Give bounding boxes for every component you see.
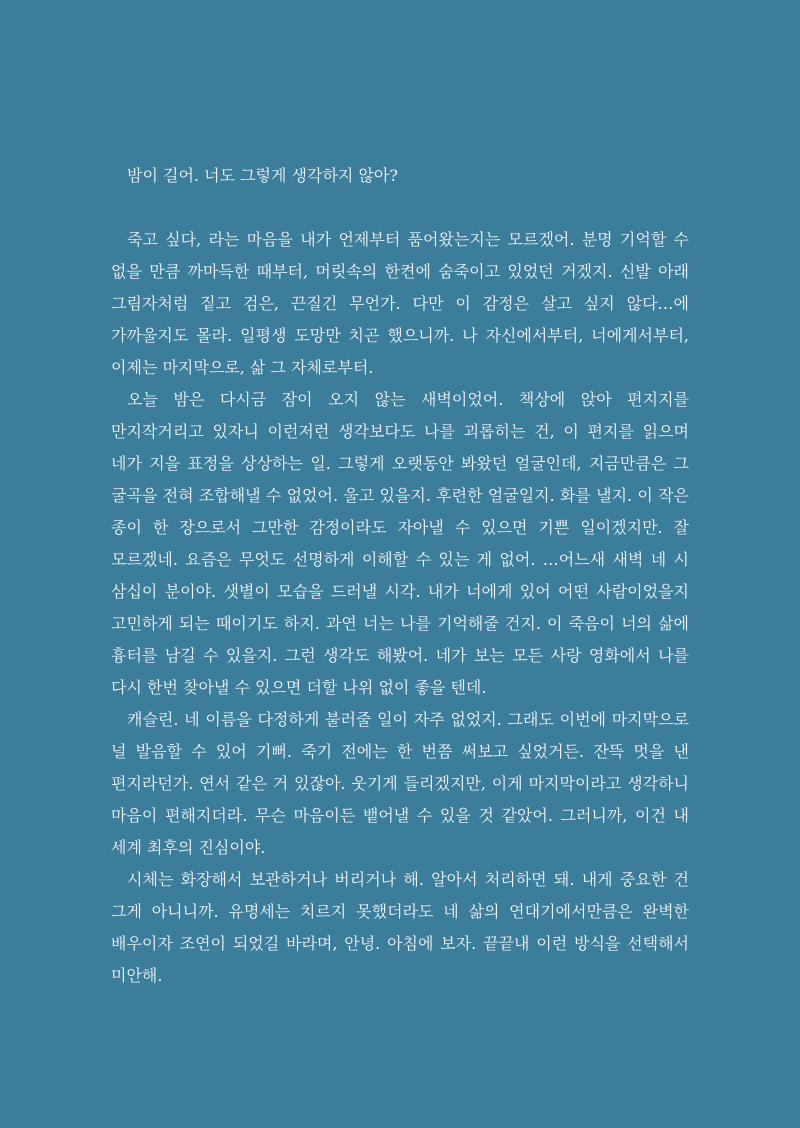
letter-body	[111, 224, 689, 992]
letter-paragraph: 시체는 화장해서 보관하거나 버리거나 해. 알아서 처리하면 돼. 내게 중요한 건 그게 아니니까. 유명세는 치르지 못했더라도 네 삶의 연대기에서만큼은 완벽한 배우이자 조연이 되었길 바라며, 안녕. 아침에 보자. 끝끝내 이런 방식을 선택해서 미안해.	[111, 870, 689, 985]
letter-paragraph: 오늘 밤은 다시금 잠이 오지 않는 새벽이었어. 책상에 앉아 편지지를 만지작거리고 있자니 이런저런 생각보다도 나를 괴롭히는 건, 이 편지를 읽으며 네가 지을 표정을 상상하는 일. 그렇게 오랫동안 봐왔던 얼굴인데, 지금만큼은 그 굴곡을 전혀 조합해낼 수 없었어. 울고 있을지. 후련한 얼굴일지. 화를 낼지. 이 작은 종이 한 장으로서 그만한 감정이라도 자아낼 수 있으면 기쁜 일이겠지만. 잘 모르겠네. 요즘은 무엇도 선명하게 이해할 수 있는 게 없어. …어느새 새벽 네 시 삼십이 분이야. 샛별이 모습을 드러낼 시각. 내가 너에게 있어 어떤 사람이었을지 고민하게 되는 때이기도 하지. 과연 너는 나를 기억해줄 건지. 이 죽음이 너의 삶에 흉터를 남길 수 있을지. 그런 생각도 해봤어. 네가 보는 모든 사랑 영화에서 나를 다시 한번 찾아낼 수 있으면 더할 나위 없이 좋을 텐데.	[111, 390, 689, 697]
letter-paragraph: 죽고 싶다, 라는 마음을 내가 언제부터 품어왔는지는 모르겠어. 분명 기억할 수 없을 만큼 까마득한 때부터, 머릿속의 한켠에 숨죽이고 있었던 거겠지. 신발 아래 그림자처럼 짙고 검은, 끈질긴 무언가. 다만 이 감정은 살고 싶지 않다…에 가까울지도 몰라. 일평생 도망만 치곤 했으니까. 나 자신에서부터, 너에게서부터, 이제는 마지막으로, 삶 그 자체로부터.	[111, 230, 689, 377]
letter-paragraph: 캐슬린. 네 이름을 다정하게 불러줄 일이 자주 없었지. 그래도 이번에 마지막으로 널 발음할 수 있어 기뻐. 죽기 전에는 한 번쯤 써보고 싶었거든. 잔뜩 멋을 낸 편지라던가. 연서 같은 거 있잖아. 웃기게 들리겠지만, 이게 마지막이라고 생각하니 마음이 편해지더라. 무슨 마음이든 뱉어낼 수 있을 것 같았어. 그러니까, 이건 내 세계 최후의 진심이야.	[111, 710, 689, 857]
letter-opening-line: 밤이 길어. 너도 그렇게 생각하지 않아?	[127, 166, 398, 185]
letter-page	[111, 0, 689, 1128]
